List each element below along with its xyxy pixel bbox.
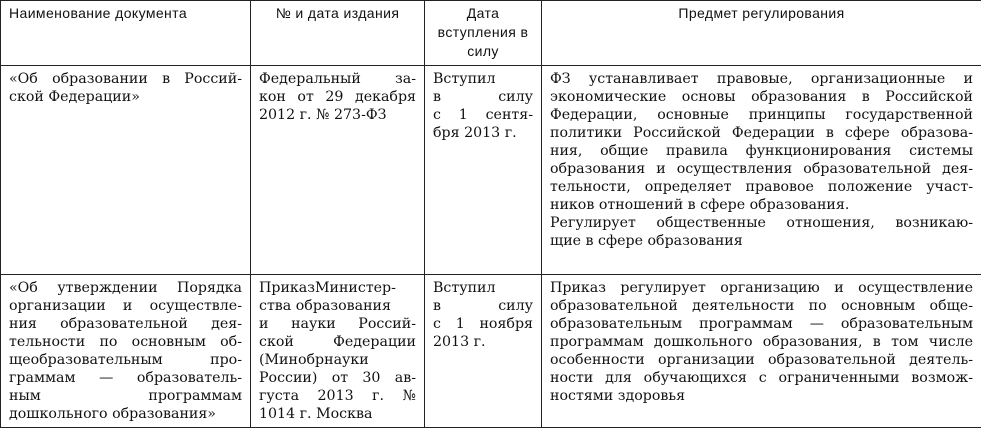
text-line: ства образования [259,298,391,314]
header-number-date: № и дата издания [251,1,425,66]
text-line: и науки Россий- [259,316,416,332]
text-line: 2013 г. [433,334,486,350]
header-subject: Предмет регулирования [542,1,981,66]
text-line: тельности по основным об- [9,334,242,350]
text-line: Вступил [433,280,496,296]
text-line: организации и осуществле- [9,298,242,314]
header-document-name: Наименование документа [1,1,251,66]
text-line: России) от 30 ав- [259,370,416,386]
text-line: граммам — образователь- [9,370,242,386]
cell-document-name [1,275,251,428]
text-line: экономические основы образования в Российской [550,89,973,105]
text-line: ников отношений в сфере образования. [550,197,850,213]
text-line: ния образовательной дея- [9,316,242,332]
text-line: дошкольного образования» [9,406,216,422]
text-line: ностями здоровья [550,388,686,404]
text-line: политики Российской Федерации в сфере образова- [550,125,973,141]
cell-effective-date [425,275,542,428]
text-line: тельности, определяет правовое положение участ- [550,179,973,195]
text-line: (Минобрнауки [259,352,369,368]
text-line: программам дошкольного образования, в том числе [550,334,973,350]
text-line: с 1 ноября [433,316,533,332]
text-line: Федерации, основные принципы государственной [550,107,973,123]
cell-subject [542,66,981,275]
text-line: «Об образовании в Россий- [9,71,242,87]
text-line: с 1 сентя- [433,107,533,123]
table-row [1,66,981,275]
text-line: Приказ регулирует организацию и осуществление [550,280,973,296]
text-line: особенности организации образовательной деятель- [550,352,973,368]
header-row [1,1,981,66]
text-line: кон от 29 декабря [259,89,416,105]
text-line: Регулирует общественные отношения, возникаю- [550,215,973,231]
text-line: ФЗ устанавливает правовые, организационные и [550,71,973,87]
table-row [1,275,981,428]
cell-effective-date [425,66,542,275]
text-line: «Об утверждении Порядка [9,280,242,296]
text-line: густа 2013 г. № [259,388,416,404]
cell-document-name [1,66,251,275]
text-line: ской Федерации» [9,89,140,105]
text-line: образовательным программам — образовательным [550,316,973,332]
text-line: бря 2013 г. [433,125,517,141]
cell-subject [542,275,981,428]
text-line: Вступил [433,71,496,87]
text-line: щеобразовательным про- [9,352,242,368]
cell-number-date [251,66,425,275]
text-line: в силу [433,298,533,314]
text-line: образовательной деятельности по основным обще- [550,298,973,314]
text-line: в силу [433,89,533,105]
text-line: ской Федерации [259,334,416,350]
text-line: ным программам [9,388,242,404]
text-line: 2012 г. № 273-ФЗ [259,107,387,123]
text-line: образования и осуществления образовательной дея- [550,161,973,177]
text-line: ности для обучающихся с ограниченными возмож- [550,370,973,386]
text-line: ПриказМинистер- [259,280,396,296]
cell-number-date [251,275,425,428]
text-line: ния, общие правила функционирования системы [550,143,973,159]
text-line: Федеральный за- [259,71,416,87]
header-effective-date: Дата вступления в силу [425,1,542,66]
text-line: 1014 г. Москва [259,406,373,422]
text-line: щие в сфере образования [550,233,743,249]
